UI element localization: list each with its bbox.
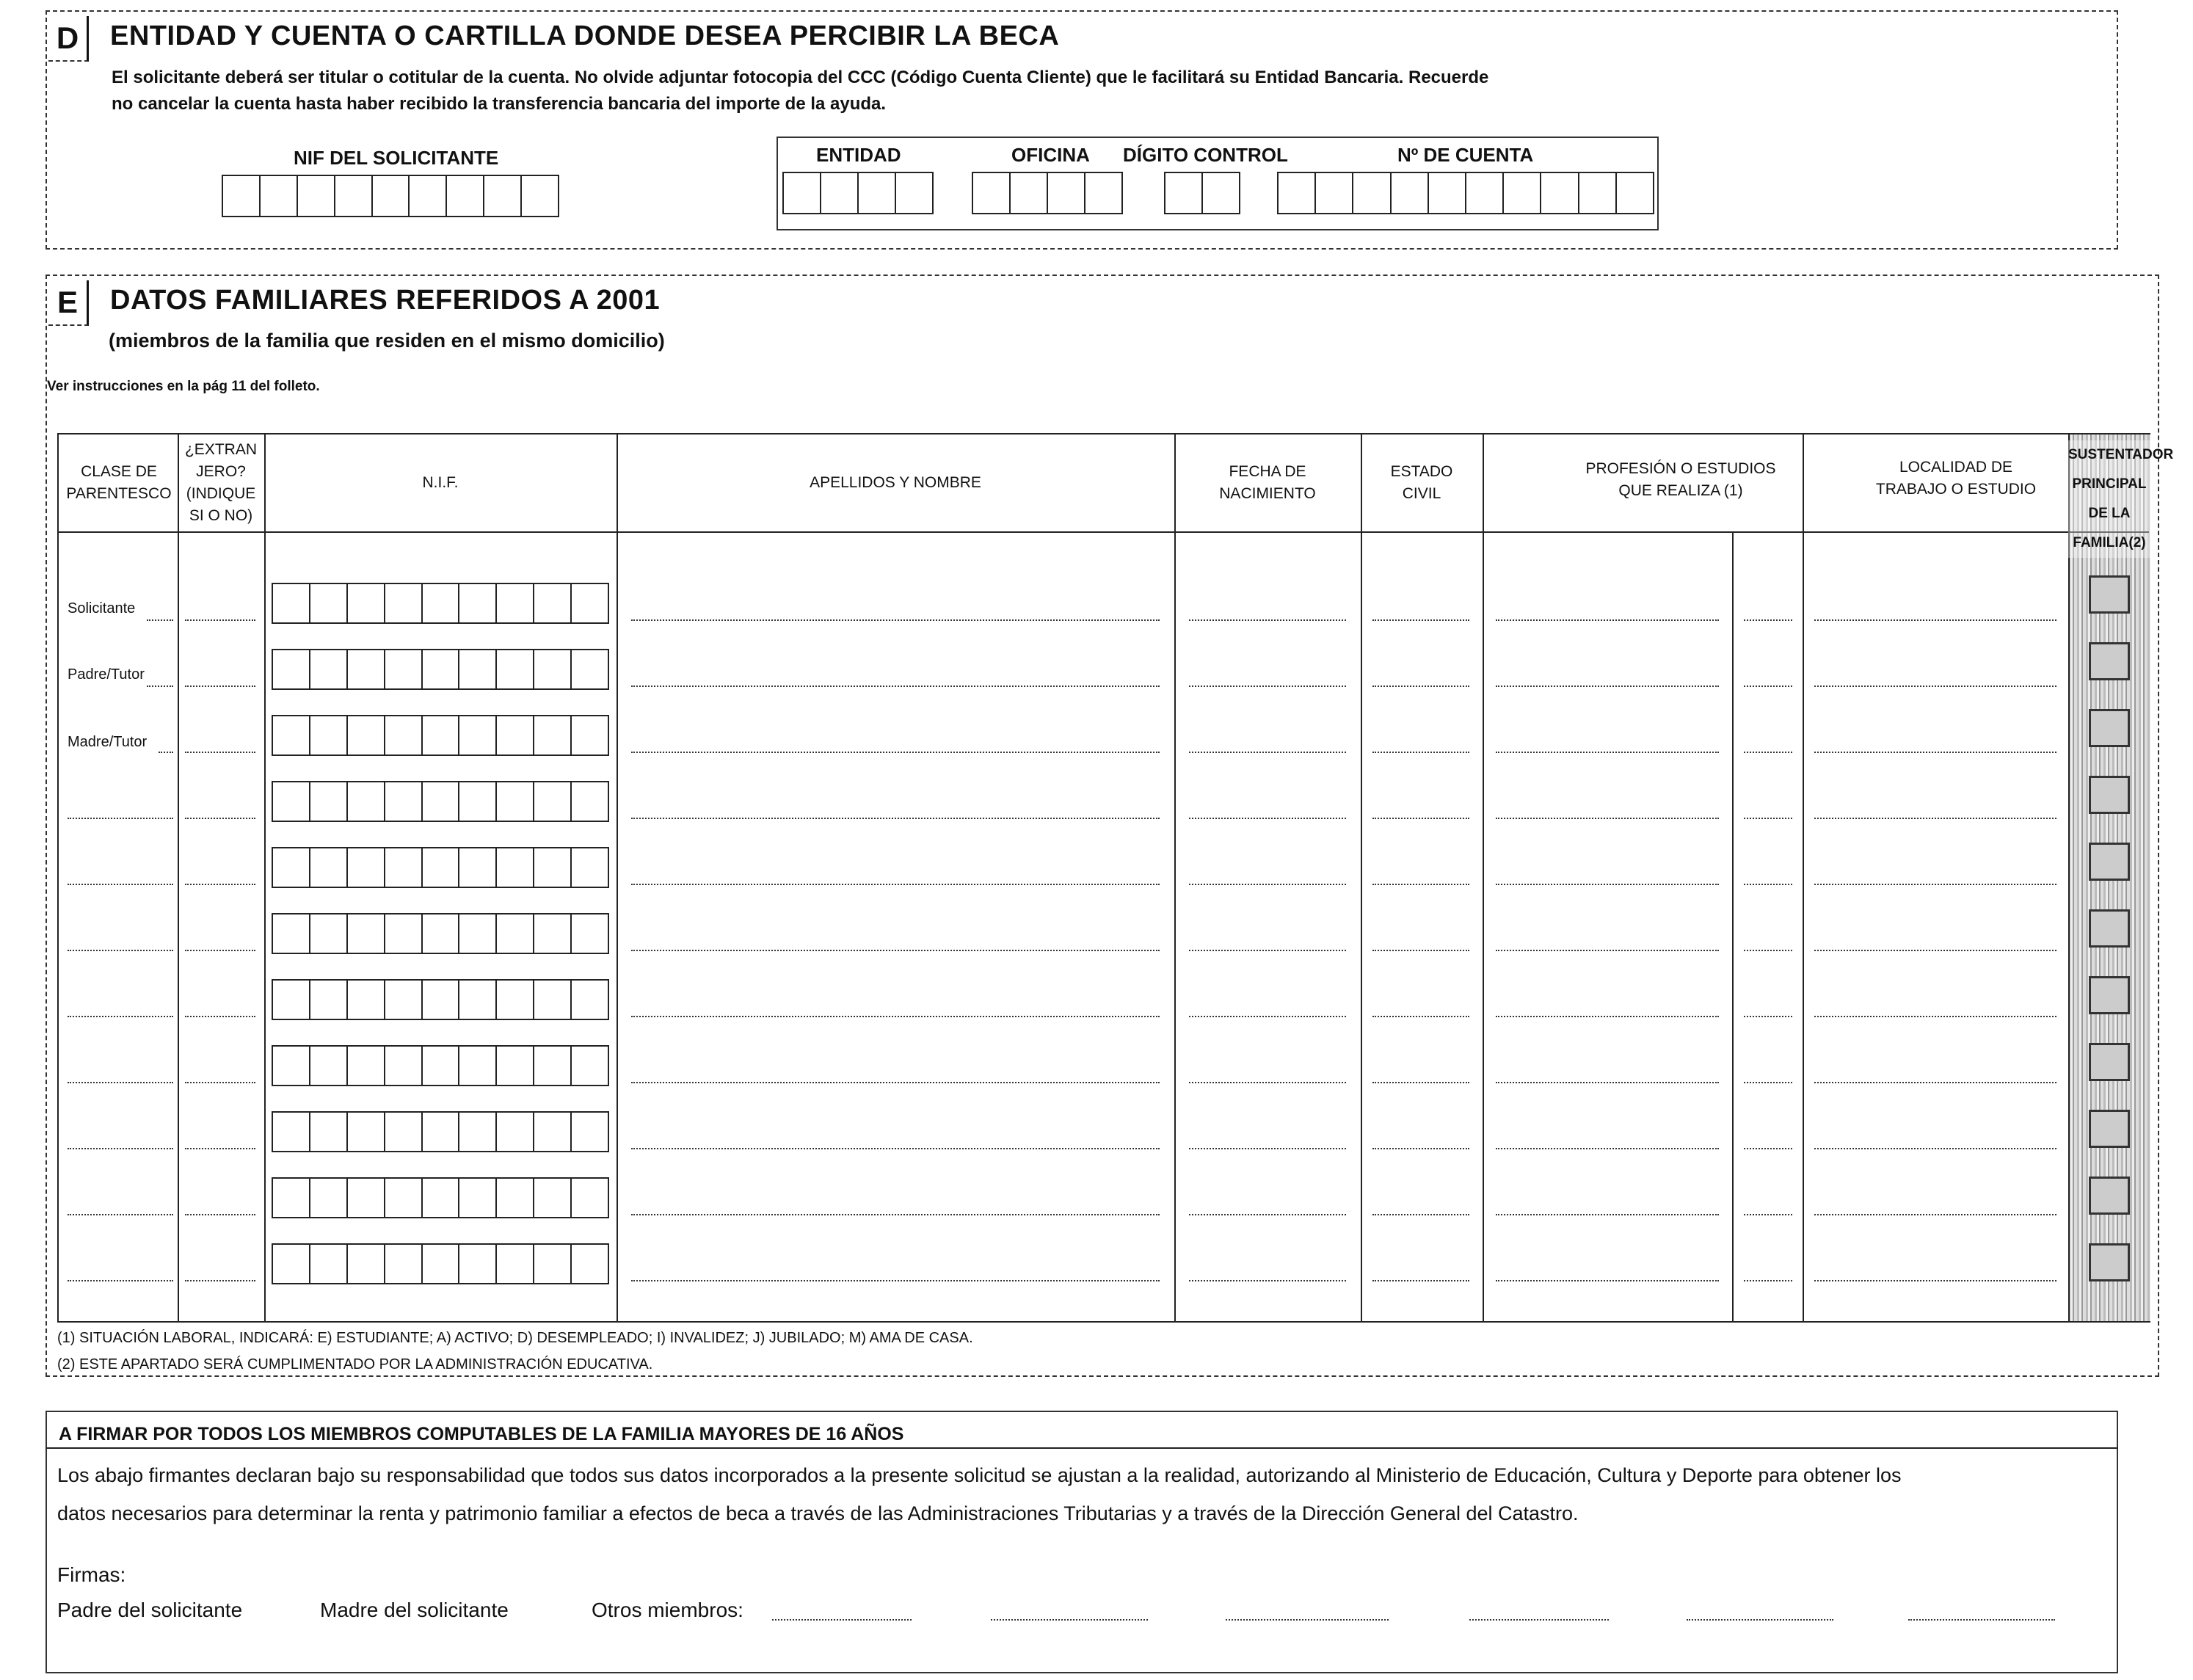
row-label-solicitante: Solicitante <box>68 600 136 617</box>
fecha-field[interactable] <box>1189 818 1346 819</box>
nif-input[interactable] <box>272 781 609 822</box>
header-parentesco: CLASE DE PARENTESCO <box>66 463 172 502</box>
situacion-field[interactable] <box>1744 752 1792 753</box>
oficina-label: OFICINA <box>1011 144 1090 166</box>
extranjero-field[interactable] <box>185 1280 255 1281</box>
sustentador-box[interactable] <box>2089 642 2130 680</box>
localidad-field[interactable] <box>1814 950 2056 951</box>
parentesco-field[interactable] <box>68 884 173 885</box>
parentesco-field[interactable] <box>68 1082 173 1083</box>
profesion-field[interactable] <box>1496 752 1719 753</box>
oficina-input[interactable] <box>972 172 1123 214</box>
nombre-field[interactable] <box>631 950 1160 951</box>
nif-solicitante-label: NIF DEL SOLICITANTE <box>294 147 499 169</box>
profesion-field[interactable] <box>1496 818 1719 819</box>
estado-field[interactable] <box>1372 1214 1469 1215</box>
numero-cuenta-input[interactable] <box>1277 172 1654 214</box>
section-e-subtitle: (miembros de la familia que residen en el mismo domicilio) <box>109 330 665 352</box>
section-d-note-line1: El solicitante deberá ser titular o cotitular de la cuenta. No olvide adjuntar fotocopia del CCC (Código Cuenta Cliente) que le facilitará su Entidad Bancaria. Recuerde <box>112 68 1489 87</box>
digito-control-input[interactable] <box>1164 172 1240 214</box>
extranjero-field[interactable] <box>185 1214 255 1215</box>
entidad-label: ENTIDAD <box>816 144 901 166</box>
nombre-field[interactable] <box>631 884 1160 885</box>
signatures-declaration-line2: datos necesarios para determinar la renta y patrimonio familiar a efectos de beca a través de las Administraciones Tributarias y a través de la Dirección General del Catastro. <box>57 1502 1579 1524</box>
profesion-field[interactable] <box>1496 884 1719 885</box>
nombre-field[interactable] <box>631 1148 1160 1149</box>
fecha-field[interactable] <box>1189 1148 1346 1149</box>
profesion-field[interactable] <box>1496 1082 1719 1083</box>
sustentador-box[interactable] <box>2089 1243 2130 1281</box>
signatures-declaration-line1: Los abajo firmantes declaran bajo su responsabilidad que todos sus datos incorporados a la presente solicitud se ajustan a la realidad, autorizando al Ministerio de Educación, Cultura y Deporte para obtener los <box>57 1464 1902 1486</box>
nif-input[interactable] <box>272 1243 609 1284</box>
localidad-field[interactable] <box>1814 1280 2056 1281</box>
situacion-field[interactable] <box>1744 950 1792 951</box>
estado-field[interactable] <box>1372 1280 1469 1281</box>
localidad-field[interactable] <box>1814 884 2056 885</box>
parentesco-field[interactable] <box>147 619 173 621</box>
estado-field[interactable] <box>1372 818 1469 819</box>
row-label-madre: Madre/Tutor <box>68 734 148 750</box>
numero-cuenta-label: Nº DE CUENTA <box>1397 144 1534 166</box>
profesion-field[interactable] <box>1496 686 1719 687</box>
otros-signature-line[interactable] <box>1469 1619 1609 1621</box>
profesion-field[interactable] <box>1496 950 1719 951</box>
otros-miembros-label: Otros miembros: <box>592 1599 743 1621</box>
extranjero-field[interactable] <box>185 1082 255 1083</box>
localidad-field[interactable] <box>1814 818 2056 819</box>
header-fecha-nacimiento: FECHA DE NACIMIENTO <box>1219 463 1316 502</box>
section-d-letter: D <box>48 16 89 62</box>
situacion-field[interactable] <box>1744 1082 1792 1083</box>
nif-input[interactable] <box>272 583 609 624</box>
fecha-field[interactable] <box>1189 1082 1346 1083</box>
entidad-input[interactable] <box>782 172 934 214</box>
profesion-field[interactable] <box>1496 1214 1719 1215</box>
nombre-field[interactable] <box>631 818 1160 819</box>
padre-signature-label: Padre del solicitante <box>57 1599 243 1621</box>
otros-signature-line[interactable] <box>991 1619 1148 1621</box>
fecha-field[interactable] <box>1189 884 1346 885</box>
sustentador-column-shade <box>2068 434 2150 1321</box>
sustentador-box[interactable] <box>2089 843 2130 881</box>
localidad-field[interactable] <box>1814 1148 2056 1149</box>
extranjero-field[interactable] <box>185 884 255 885</box>
nif-input[interactable] <box>272 1111 609 1152</box>
nombre-field[interactable] <box>631 686 1160 687</box>
header-apellidos-nombre: APELLIDOS Y NOMBRE <box>810 474 981 491</box>
digito-control-label: DÍGITO CONTROL <box>1123 144 1288 166</box>
sustentador-box[interactable] <box>2089 976 2130 1014</box>
madre-signature-label: Madre del solicitante <box>320 1599 509 1621</box>
profesion-field[interactable] <box>1496 1016 1719 1017</box>
fecha-field[interactable] <box>1189 950 1346 951</box>
sustentador-box[interactable] <box>2089 1043 2130 1081</box>
situacion-field[interactable] <box>1744 818 1792 819</box>
parentesco-field[interactable] <box>68 1016 173 1017</box>
situacion-field[interactable] <box>1744 1148 1792 1149</box>
footnote-situacion-laboral: (1) SITUACIÓN LABORAL, INDICARÁ: E) ESTUDIANTE; A) ACTIVO; D) DESEMPLEADO; I) INVALIDEZ; J) JUBILADO; M) AMA DE CASA. <box>57 1330 973 1346</box>
sustentador-box[interactable] <box>2089 709 2130 747</box>
firmas-label: Firmas: <box>57 1563 126 1586</box>
nif-input[interactable] <box>272 649 609 690</box>
fecha-field[interactable] <box>1189 752 1346 753</box>
fecha-field[interactable] <box>1189 1016 1346 1017</box>
estado-field[interactable] <box>1372 1148 1469 1149</box>
otros-signature-line[interactable] <box>1687 1619 1833 1621</box>
situacion-field[interactable] <box>1744 1280 1792 1281</box>
otros-signature-line[interactable] <box>1226 1619 1389 1621</box>
section-d-title: ENTIDAD Y CUENTA O CARTILLA DONDE DESEA PERCIBIR LA BECA <box>110 21 1060 51</box>
parentesco-field[interactable] <box>159 752 173 753</box>
localidad-field[interactable] <box>1814 1214 2056 1215</box>
header-extranjero: ¿EXTRAN JERO? (INDIQUE SI O NO) <box>184 441 257 524</box>
row-label-padre: Padre/Tutor <box>68 666 145 683</box>
localidad-field[interactable] <box>1814 1016 2056 1017</box>
sustentador-box[interactable] <box>2089 1110 2130 1148</box>
header-estado-civil: ESTADO CIVIL <box>1390 463 1453 502</box>
localidad-field[interactable] <box>1814 1082 2056 1083</box>
fecha-field[interactable] <box>1189 686 1346 687</box>
nif-input[interactable] <box>272 979 609 1020</box>
nif-input[interactable] <box>272 715 609 756</box>
extranjero-field[interactable] <box>185 752 255 753</box>
parentesco-field[interactable] <box>68 818 173 819</box>
nombre-field[interactable] <box>631 1214 1160 1215</box>
extranjero-field[interactable] <box>185 1016 255 1017</box>
fecha-field[interactable] <box>1189 1280 1346 1281</box>
localidad-field[interactable] <box>1814 752 2056 753</box>
nombre-field[interactable] <box>631 619 1160 621</box>
nif-input[interactable] <box>272 1045 609 1086</box>
nombre-field[interactable] <box>631 1016 1160 1017</box>
estado-field[interactable] <box>1372 686 1469 687</box>
fecha-field[interactable] <box>1189 1214 1346 1215</box>
localidad-field[interactable] <box>1814 686 2056 687</box>
extranjero-field[interactable] <box>185 950 255 951</box>
section-e-title: DATOS FAMILIARES REFERIDOS A 2001 <box>110 285 661 316</box>
nif-solicitante-input[interactable] <box>222 175 559 217</box>
header-sustentador: SUSTENTADOR PRINCIPAL DE LA FAMILIA(2) <box>2068 440 2150 558</box>
sustentador-box[interactable] <box>2089 575 2130 614</box>
situacion-field[interactable] <box>1744 1214 1792 1215</box>
nif-input[interactable] <box>272 913 609 954</box>
estado-field[interactable] <box>1372 884 1469 885</box>
estado-field[interactable] <box>1372 619 1469 621</box>
profesion-field[interactable] <box>1496 1280 1719 1281</box>
profesion-field[interactable] <box>1496 1148 1719 1149</box>
section-d-note-line2: no cancelar la cuenta hasta haber recibido la transferencia bancaria del importe de la ayuda. <box>112 94 887 114</box>
nif-input[interactable] <box>272 1177 609 1218</box>
estado-field[interactable] <box>1372 752 1469 753</box>
nif-input[interactable] <box>272 847 609 888</box>
section-e-letter: E <box>48 280 89 326</box>
signatures-title: A FIRMAR POR TODOS LOS MIEMBROS COMPUTABLES DE LA FAMILIA MAYORES DE 16 AÑOS <box>59 1424 904 1444</box>
situacion-field[interactable] <box>1744 686 1792 687</box>
situacion-field[interactable] <box>1744 884 1792 885</box>
otros-signature-line[interactable] <box>772 1619 912 1621</box>
estado-field[interactable] <box>1372 1016 1469 1017</box>
sustentador-box[interactable] <box>2089 909 2130 948</box>
footnote-administracion: (2) ESTE APARTADO SERÁ CUMPLIMENTADO POR LA ADMINISTRACIÓN EDUCATIVA. <box>57 1356 653 1372</box>
family-data-table <box>57 433 2174 1323</box>
parentesco-field[interactable] <box>147 686 173 687</box>
situacion-field[interactable] <box>1744 1016 1792 1017</box>
nombre-field[interactable] <box>631 1082 1160 1083</box>
parentesco-field[interactable] <box>68 950 173 951</box>
header-nif: N.I.F. <box>422 474 459 491</box>
section-e-instructions: Ver instrucciones en la pág 11 del folleto. <box>47 379 320 394</box>
otros-signature-line[interactable] <box>1908 1619 2055 1621</box>
extranjero-field[interactable] <box>185 619 255 621</box>
parentesco-field[interactable] <box>68 1148 173 1149</box>
nombre-field[interactable] <box>631 752 1160 753</box>
header-localidad: LOCALIDAD DE TRABAJO O ESTUDIO <box>1875 459 2037 498</box>
sustentador-box[interactable] <box>2089 776 2130 814</box>
extranjero-field[interactable] <box>185 1148 255 1149</box>
profesion-field[interactable] <box>1496 619 1719 621</box>
estado-field[interactable] <box>1372 950 1469 951</box>
parentesco-field[interactable] <box>68 1280 173 1281</box>
extranjero-field[interactable] <box>185 686 255 687</box>
situacion-field[interactable] <box>1744 619 1792 621</box>
sustentador-box[interactable] <box>2089 1177 2130 1215</box>
signatures-box <box>46 1411 2118 1673</box>
extranjero-field[interactable] <box>185 818 255 819</box>
nombre-field[interactable] <box>631 1280 1160 1281</box>
parentesco-field[interactable] <box>68 1214 173 1215</box>
estado-field[interactable] <box>1372 1082 1469 1083</box>
header-profesion: PROFESIÓN O ESTUDIOS QUE REALIZA (1) <box>1585 460 1776 499</box>
fecha-field[interactable] <box>1189 619 1346 621</box>
localidad-field[interactable] <box>1814 619 2056 621</box>
